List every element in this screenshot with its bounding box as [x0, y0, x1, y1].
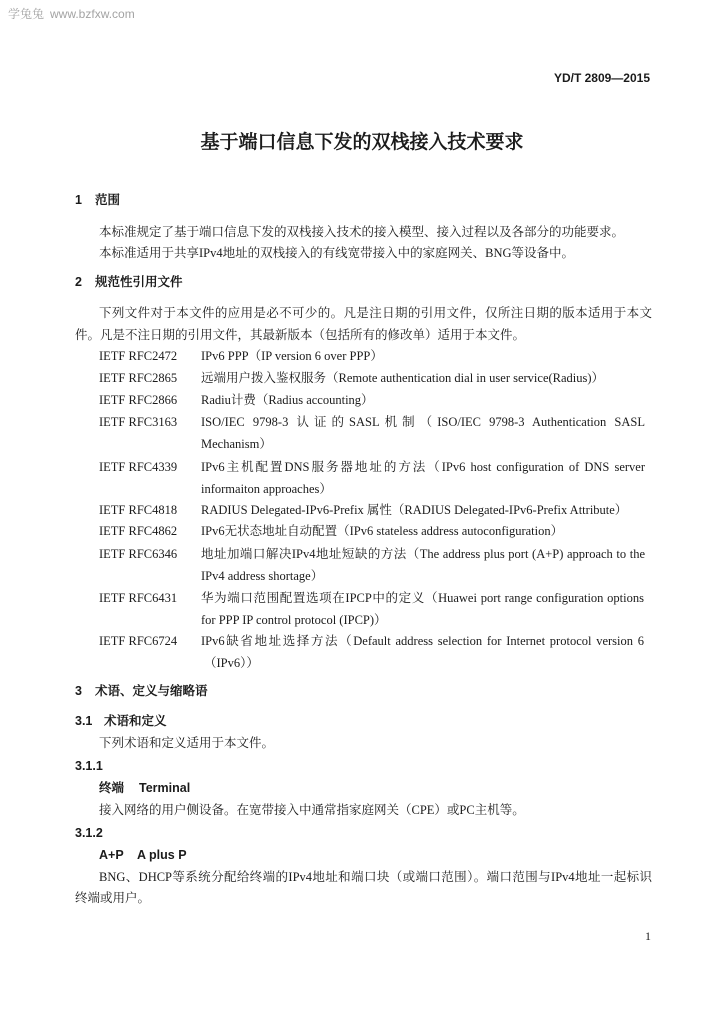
subsection-number: 3.1 — [75, 714, 93, 728]
reference-id: IETF RFC2865 — [99, 371, 178, 385]
reference-text: for PPP IP control protocol (IPCP)） — [201, 613, 387, 627]
reference-text: informaiton approaches） — [201, 482, 332, 496]
reference-text: 华为端口范围配置选项在IPCP中的定义（Huawei port range configuration options — [201, 591, 644, 605]
term-definition — [0, 869, 724, 887]
reference-entry — [0, 414, 724, 454]
reference-entry — [0, 633, 724, 673]
section-number: 2 — [75, 275, 82, 289]
section-2-heading — [0, 274, 724, 292]
term-name-zh: A+P — [99, 848, 124, 862]
reference-id: IETF RFC6431 — [99, 591, 178, 605]
reference-text: 地址加端口解决IPv4地址短缺的方法（The address plus port (A+P) approach to the — [201, 547, 645, 561]
reference-id: IETF RFC6724 — [99, 634, 178, 648]
reference-text: IPv4 address shortage） — [201, 569, 324, 583]
subsection-3-1-heading — [0, 713, 724, 731]
section-number: 1 — [75, 193, 82, 207]
reference-entry — [0, 590, 724, 630]
reference-text: Mechanism） — [201, 437, 272, 451]
term-number-row — [0, 825, 724, 843]
term-definition — [0, 890, 724, 908]
paragraph-text: 下列文件对于本文件的应用是必不可少的。凡是注日期的引用文件，仅所注日期的版本适用于本文 — [99, 306, 652, 320]
section-3-heading — [0, 683, 724, 701]
reference-id: IETF RFC3163 — [99, 415, 178, 429]
reference-id: IETF RFC6346 — [99, 547, 178, 561]
paragraph — [0, 735, 724, 753]
section-title: 范围 — [95, 193, 121, 207]
reference-id: IETF RFC2472 — [99, 349, 178, 363]
watermark-site-name: 学兔兔 — [8, 7, 45, 21]
section-number: 3 — [75, 684, 82, 698]
term-definition — [0, 802, 724, 820]
reference-text: IPv6 PPP（IP version 6 over PPP） — [201, 349, 383, 363]
section-title: 术语、定义与缩略语 — [95, 684, 208, 698]
reference-text: 远端用户拨入鉴权服务（Remote authentication dial in user service(Radius)） — [201, 371, 605, 385]
term-definition-text: 接入网络的用户侧设备。在宽带接入中通常指家庭网关（CPE）或PC主机等。 — [99, 803, 525, 817]
term-name-zh: 终端 — [99, 781, 125, 795]
term-name-en: Terminal — [139, 781, 191, 795]
term-definition-text: BNG、DHCP等系统分配给终端的IPv4地址和端口块（或端口范围）。端口范围与IPv4地址一起标识 — [99, 870, 652, 884]
reference-text: ISO/IEC 9798-3 认证的SASL机制（ISO/IEC 9798-3 Authentication SASL — [201, 415, 645, 429]
reference-text: IPv6无状态地址自动配置（IPv6 stateless address autoconfiguration） — [201, 524, 564, 538]
paragraph-text: 本标准规定了基于端口信息下发的双栈接入技术的接入模型、接入过程以及各部分的功能要求。 — [99, 225, 625, 239]
page-number: 1 — [645, 929, 651, 943]
paragraph — [0, 224, 724, 242]
paragraph — [0, 305, 724, 323]
reference-text: Radiu计费（Radius accounting） — [201, 393, 374, 407]
paragraph-text: 件。凡是不注日期的引用文件，其最新版本（包括所有的修改单）适用于本文件。 — [75, 328, 526, 342]
paragraph — [0, 327, 724, 345]
reference-entry — [0, 459, 724, 499]
paragraph-text: 本标准适用于共享IPv4地址的双栈接入的有线宽带接入中的家庭网关、BNG等设备中。 — [99, 246, 575, 260]
watermark — [8, 6, 135, 22]
reference-id: IETF RFC4818 — [99, 503, 178, 517]
standard-number: YD/T 2809—2015 — [553, 71, 650, 85]
reference-text: （IPv6）） — [204, 656, 259, 670]
term-definition-text: 终端或用户。 — [75, 891, 151, 905]
term-name-row — [0, 847, 724, 865]
reference-entry — [0, 546, 724, 586]
paragraph — [0, 245, 724, 263]
term-name-en: A plus P — [137, 848, 187, 862]
term-number-row — [0, 758, 724, 776]
paragraph-text: 下列术语和定义适用于本文件。 — [99, 736, 275, 750]
subsection-title: 术语和定义 — [104, 714, 167, 728]
term-name-row — [0, 780, 724, 798]
reference-text: IPv6主机配置DNS服务器地址的方法（IPv6 host configuration of DNS server — [201, 460, 645, 474]
reference-text: RADIUS Delegated-IPv6-Prefix 属性（RADIUS Delegated-IPv6-Prefix Attribute） — [201, 503, 628, 517]
term-number: 3.1.2 — [75, 826, 103, 840]
document-title: 基于端口信息下发的双栈接入技术要求 — [200, 132, 524, 153]
reference-id: IETF RFC4862 — [99, 524, 178, 538]
reference-id: IETF RFC4339 — [99, 460, 178, 474]
section-title: 规范性引用文件 — [95, 275, 183, 289]
term-number: 3.1.1 — [75, 759, 103, 773]
reference-text: IPv6缺省地址选择方法（Default address selection for Internet protocol version 6 — [201, 634, 644, 648]
section-1-heading — [0, 192, 724, 210]
reference-id: IETF RFC2866 — [99, 393, 178, 407]
watermark-url: www.bzfxw.com — [50, 7, 135, 21]
